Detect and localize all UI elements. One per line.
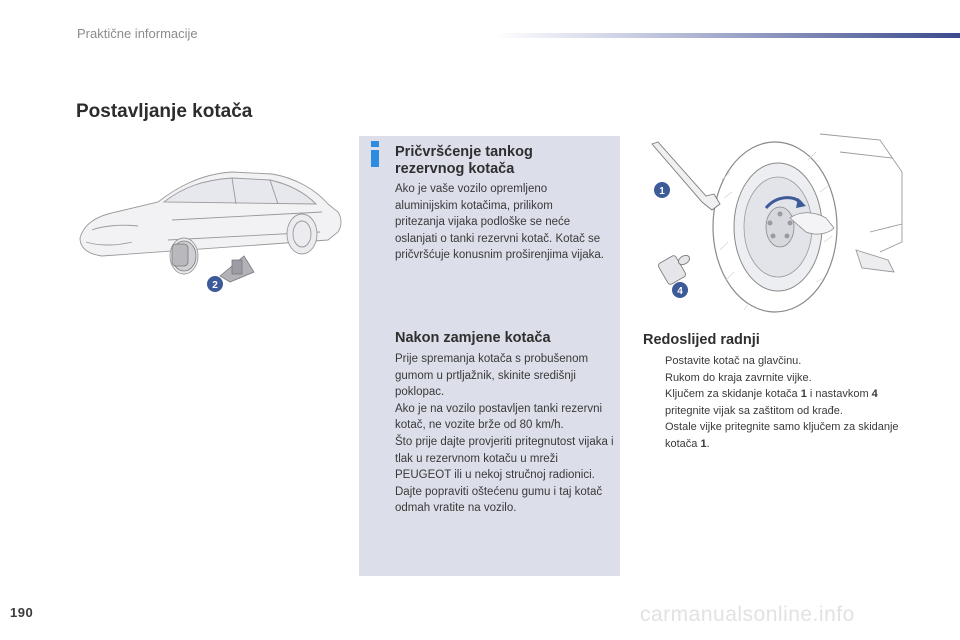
- procedure-step: [643, 419, 913, 452]
- panel-paragraph-2-line: Prije spremanja kotača s probušenom gumom u prtljažnik, skinite središnji poklopac.: [395, 353, 589, 399]
- page-title: Postavljanje kotača: [76, 101, 253, 122]
- callout-4-badge: [672, 282, 688, 298]
- car-illustration: [72, 160, 344, 300]
- header-bar: [495, 33, 960, 38]
- procedure-heading: Redoslijed radnji: [643, 332, 760, 348]
- step-key-ref: 4: [871, 388, 878, 401]
- section-header: Praktične informacije: [77, 26, 198, 41]
- page-number: 190: [10, 605, 34, 620]
- panel-paragraph-2: [395, 351, 617, 517]
- panel-paragraph-2-line: Ako je na vozilo postavljen tanki rezervni kotač, ne vozite brže od 80 km/h.: [395, 402, 603, 432]
- callout-4-label: 4: [677, 286, 683, 297]
- panel-paragraph-1-text: Ako je vaše vozilo opremljeno aluminijskim kotačima, prilikom pritezanja vijaka podloške se neće oslanjati o tanki rezervni kotač. Kotač se pričvršćuje konusnim proširenjima vijaka.: [395, 183, 604, 262]
- step-text: Ključem za skidanje kotača: [665, 388, 801, 401]
- info-icon: [368, 141, 382, 167]
- callout-1-label: 1: [659, 186, 665, 197]
- panel-paragraph-2-line: Dajte popraviti oštećenu gumu i taj kotač odmah vratite na vozilo.: [395, 485, 603, 515]
- callout-1-badge: [654, 182, 670, 198]
- step-text: .: [706, 437, 710, 450]
- callout-2-label: 2: [212, 280, 218, 291]
- panel-paragraph-2-line: Što prije dajte provjeriti pritegnutost vijaka i tlak u rezervnom kotaču u mreži PEUGEOT ili u nekoj stručnoj radionici.: [395, 435, 614, 482]
- procedure-step: [643, 386, 913, 419]
- step-text: pritegnite vijak sa zaštitom od krađe.: [665, 404, 843, 417]
- step-text: Ostale vijke pritegnite samo ključem za skidanje kotača: [665, 421, 899, 450]
- step-text: i nastavkom: [806, 388, 872, 401]
- panel-heading-1: Pričvršćenje tankog rezervnog kotača: [395, 144, 533, 177]
- procedure-step: [643, 353, 913, 370]
- procedure-steps: [643, 353, 913, 453]
- step-text: Postavite kotač na glavčinu.: [665, 355, 802, 367]
- panel-heading-2: Nakon zamjene kotača: [395, 330, 551, 346]
- step-text: Rukom do kraja zavrnite vijke.: [665, 371, 812, 384]
- step-key-ref: 1: [800, 388, 807, 401]
- step-key-ref: 1: [700, 437, 707, 450]
- wheel-illustration: [630, 132, 905, 317]
- callout-2-badge: [207, 276, 223, 292]
- watermark: carmanualsonline.info: [640, 603, 855, 626]
- panel-paragraph-1: [395, 181, 605, 264]
- procedure-step: [643, 370, 913, 387]
